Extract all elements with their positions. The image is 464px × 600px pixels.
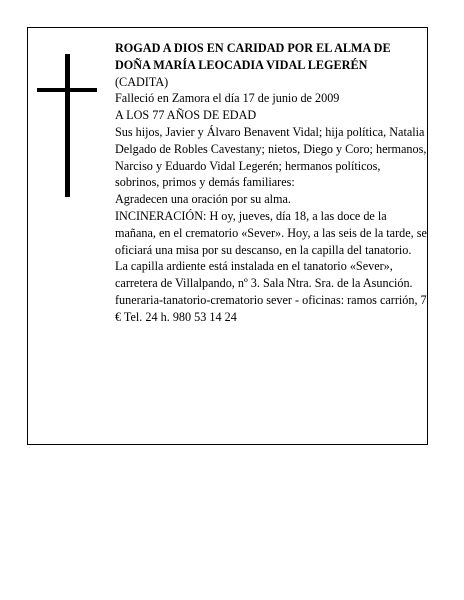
obituary-funeral-home: funeraria-tanatorio-crematorio sever - oficinas: ramos carrión, 7 € Tel. 24 h. 980 53 14 24 xyxy=(115,292,427,324)
obituary-age: A LOS 77 AÑOS DE EDAD xyxy=(115,108,257,123)
obituary-chapel: La capilla ardiente está instalada en el tanatorio «Sever», carretera de Villalpando, nº 3. Sala Ntra. Sra. de la Asunción. xyxy=(115,259,413,291)
obituary-family: Sus hijos, Javier y Álvaro Benavent Vidal; hija política, Natalia Delgado de Robles Cavestany; nietos, Diego y Coro; hermanos, Narciso y Eduardo Vidal Legerén; hermanos políticos, sobrinos, primos y demás familiares: xyxy=(115,124,427,190)
obituary-cremation: INCINERACIÓN: H oy, jueves, día 18, a las doce de la mañana, en el crematorio «Sever». Hoy, a las seis de la tarde, se oficiará una misa por su descanso, en la capilla del tanatorio. xyxy=(115,208,427,257)
obituary-heading: ROGAD A DIOS EN CARIDAD POR EL ALMA DE DOÑA MARÍA LEOCADIA VIDAL LEGERÉN xyxy=(115,41,391,72)
obituary-prayer: Agradecen una oración por su alma. xyxy=(115,192,291,207)
cross-icon xyxy=(37,54,97,197)
obituary-death-notice: Falleció en Zamora el día 17 de junio de 2009 xyxy=(115,91,340,106)
obituary-text xyxy=(115,40,427,326)
cross-vertical-bar xyxy=(65,54,70,197)
obituary-nickname: (CADITA) xyxy=(115,74,169,89)
cross-horizontal-bar xyxy=(37,88,97,92)
